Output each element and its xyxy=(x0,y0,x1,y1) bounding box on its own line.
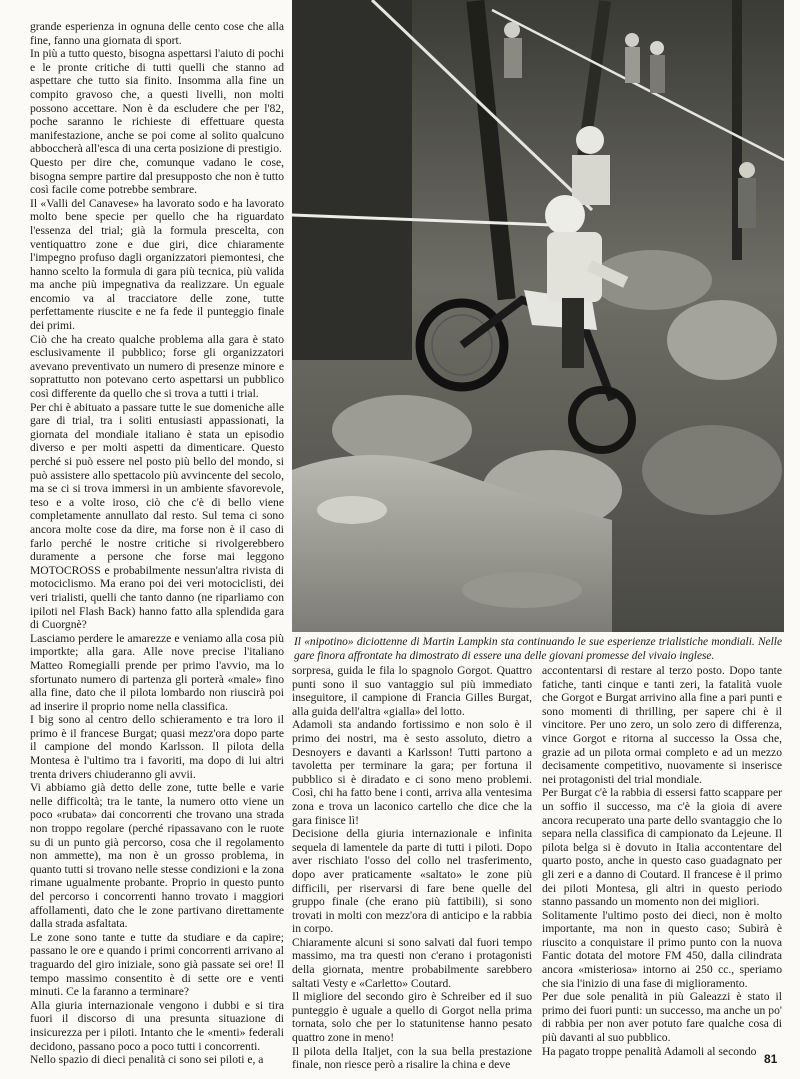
paragraph: Solitamente l'ultimo posto dei dieci, non è molto importante, ma non in questo caso; Subirà è riuscito a conquistare il primo punto con la nuova Fantic dotata del motore FM 450, dalla cilindrata ancora «misteriosa» intorno ai 250 cc., speriamo che sia l'inizio di una fase di miglioramento. xyxy=(542,908,782,990)
paragraph: Per chi è abituato a passare tutte le sue domeniche alle gare di trial, tra i soliti entusiasti appassionati, la giornata del mondiale italiano è stata un episodio diverso e per molti aspetti da dimenticare. Questo perché si può essere nel posto più bello del mondo, si può assistere allo spettacolo più avvincente del secolo, ma se ci si trova immersi in un ambiente sfavorevole, teso e a volte iroso, ciò che c'è di bello viene completamente annullato dal resto. Sul tema ci sono ancora molte cose da dire, ma forse non è il caso di farlo perché le nostre critiche si rivolgerebbero duramente a persone che forse mai leggono MOTOCROSS e probabilmente nessun'altra rivista di motociclismo. Ma erano poi dei veri motociclisti, dei veri trialisti, quelli che tanto danno (ne riparliamo con ipiloti nel Flash Back) hanno fatto alla splendida gara di Cuorgnè? xyxy=(30,400,284,632)
paragraph: Nello spazio di dieci penalità ci sono sei piloti e, a xyxy=(30,1053,264,1067)
article-column-right xyxy=(542,664,782,1064)
paragraph: sorpresa, guida le fila lo spagnolo Gorgot. Quattro punti sono il suo vantaggio sul più immediato inseguitore, il campione di Francia Gilles Burgat, alla guida dell'altra «gialla» del lotto. xyxy=(292,664,532,718)
paragraph: Le zone sono tante e tutte da studiare e da capire; passano le ore e quando i primi concorrenti arrivano al traguardo del giro iniziale, sono già passate sei ore! Il tempo massimo consentito è di sette ore e venti minuti. Ce la faranno a terminare? xyxy=(30,930,284,999)
photo-illustration xyxy=(292,0,784,632)
article-column-left xyxy=(30,20,284,1070)
paragraph: Il pilota della Italjet, con la sua bella prestazione finale, non riesce però a risalire la china e deve xyxy=(292,1044,532,1072)
paragraph: Per due sole penalità in più Galeazzi è stato il primo dei fuori punti: un successo, ma anche un po' di rabbia per non aver potuto fare qualche cosa di più davanti al suo pubblico. xyxy=(542,990,782,1045)
paragraph: Chiaramente alcuni si sono salvati dal fuori tempo massimo, ma tra questi non c'erano i protagonisti della giornata, mentre probabilmente sarebbero saltati Vesty e «Carletto» Coutard. xyxy=(292,935,532,990)
paragraph: accontentarsi di restare al terzo posto. Dopo tante fatiche, tanti cinque e tanti zeri, la fatalità vuole che Gorgot e Burgat arrivino alla fine a pari punti e sono momenti di thrilling, per sapere chi è il vincitore. Per uno zero, un solo zero di differenza, vince Gorgot e ritorna al successo la Ossa che, grazie ad un pilota ormai completo e ad un mezzo decisamente competitivo, nuovamente si inserisce nei protagonisti del trial mondiale. xyxy=(542,664,782,786)
paragraph: Alla giuria internazionale vengono i dubbi e si tira fuori il discorso di una presunta situazione di insicurezza per i piloti. Intanto che le «menti» federali decidono, passano poco a poco tutti i concorrenti. xyxy=(30,998,284,1053)
article-column-middle xyxy=(292,664,532,1072)
page-number: 81 xyxy=(764,1052,778,1066)
trial-rider-photo xyxy=(292,0,784,632)
paragraph: Vi abbiamo già detto delle zone, tutte belle e varie nelle difficoltà; tra le tante, la numero otto viene un poco «rubata» dai concorrenti che trovano una strada non troppo regolare (perché ripassavano con le ruote su di un punto già percorso, cosa che il regolamento non ammette), ma non è un grosso problema, in quanto tutti si trovano nelle stesse condizioni e la zona rimane ugualmente probante. Proprio in questo punto del percorso i concorrenti hanno trovato i maggiori affollamenti, dato che le zone partivano direttamente dalla strada asfaltata. xyxy=(30,781,284,931)
paragraph: Il «Valli del Canavese» ha lavorato sodo e ha lavorato molto bene specie per quello che ha riguardato l'essenza del trial; già la formula prescelta, con ventiquattro zone e due giri, dice chiaramente l'impegno profuso dagli organizzatori piemontesi, che hanno scelto la formula di gara più tecnica, più valida ma anche più impegnativa da realizzare. Un eguale encomio va al tracciatore delle zone, tutte perfettamente riuscite e ne fa fede il punteggio finale dei primi. xyxy=(30,196,284,333)
photo-caption: Il «nipotino» diciottenne di Martin Lampkin sta continuando le sue esperienze trialistiche mondiali. Nelle gare finora affrontate ha dimostrato di essere una delle giovani promesse del vivaio inglese. xyxy=(294,636,782,662)
paragraph: grande esperienza in ognuna delle cento cose che alla fine, fanno una giornata di sport. xyxy=(30,20,284,47)
paragraph: In più a tutto questo, bisogna aspettarsi l'aiuto di pochi e le pronte critiche di tutti quelli che stanno ad aspettare che tutto sia finito. Insomma alla fine un compito gravoso che, a questi livelli, non molti possono accettare. Non è da escludere che per l'82, poche saranno le richieste di effettuare questa manifestazione, anche se poi come al solito qualcuno abboccherà all'esca di una certa posizione di prestigio. xyxy=(30,47,284,156)
paragraph: Il migliore del secondo giro è Schreiber ed il suo punteggio è uguale a quello di Gorgot nella prima tornata, solo che per lo statunitense hanno pesato quattro zone in meno! xyxy=(292,990,532,1045)
paragraph: Per Burgat c'è la rabbia di essersi fatto scappare per un soffio il successo, ma c'è la gioia di avere ancora recuperato una parte dello svantaggio che lo separa nella classifica di campionato da Lejeune. Il pilota belga si è dovuto in Italia accontentare del quarto posto, anche in questo caso guadagnato per gli zeri e a danno di Coutard. Il francese è il primo dei piloti Montesa, gli altri in questo periodo stanno passando un momento non dei migliori. xyxy=(542,786,782,909)
paragraph: Questo per dire che, comunque vadano le cose, bisogna sempre partire dal presupposto che non è tutto così facile come potrebbe sembrare. xyxy=(30,155,284,197)
paragraph: Adamoli sta andando fortissimo e non solo è il primo dei nostri, ma è sesto assoluto, dietro a Desnoyers e davanti a Karlsson! Tutti partono a tavoletta per terminare la gara; per fortuna il pubblico si è diradato e ci sono meno problemi. Così, chi ha fatto bene i conti, arriva alla ventesima zona e trova un laconico cartello che dice che la gara finisce lì! xyxy=(292,718,532,827)
paragraph: I big sono al centro dello schieramento e tra loro il primo è il francese Burgat; quasi mezz'ora dopo parte il campione del mondo Karlsson. Il pilota della Montesa è l'ultimo tra i favoriti, ma dopo di lui altri trenta drivers chiuderanno gli avvii. xyxy=(30,713,284,781)
paragraph: Ciò che ha creato qualche problema alla gara è stato esclusivamente il pubblico; forse gli organizzatori avevano preventivato un numero di presenze minore e soprattutto non potevano certo aspettarsi un pubblico così differente da quello che si trova a tutti i trial. xyxy=(30,332,284,401)
paragraph: Ha pagato troppe penalità Adamoli al secondo xyxy=(542,1044,757,1058)
paragraph: Decisione della giuria internazionale e infinita sequela di lamentele da parte di tutti i piloti. Dopo aver rischiato l'osso del collo nel trasferimento, dopo aver praticamente «saltato» le zone più difficili, per riservarsi di fare bene quelle del gruppo finale (che erano più fattibili), si sono trovati in molti con mezz'ora di anticipo e la rabbia in corpo. xyxy=(292,827,532,936)
paragraph: Lasciamo perdere le amarezze e veniamo alla cosa più importkte; alla gara. Alle nove precise l'italiano Matteo Romegialli prende per primo l'avvio, ma lo sfortunato numero di partenza gli porterà «male» fino alla fine, dato che il pilota lombardo non riuscirà poi ad inserire il proprio nome nella classifica. xyxy=(30,631,284,713)
